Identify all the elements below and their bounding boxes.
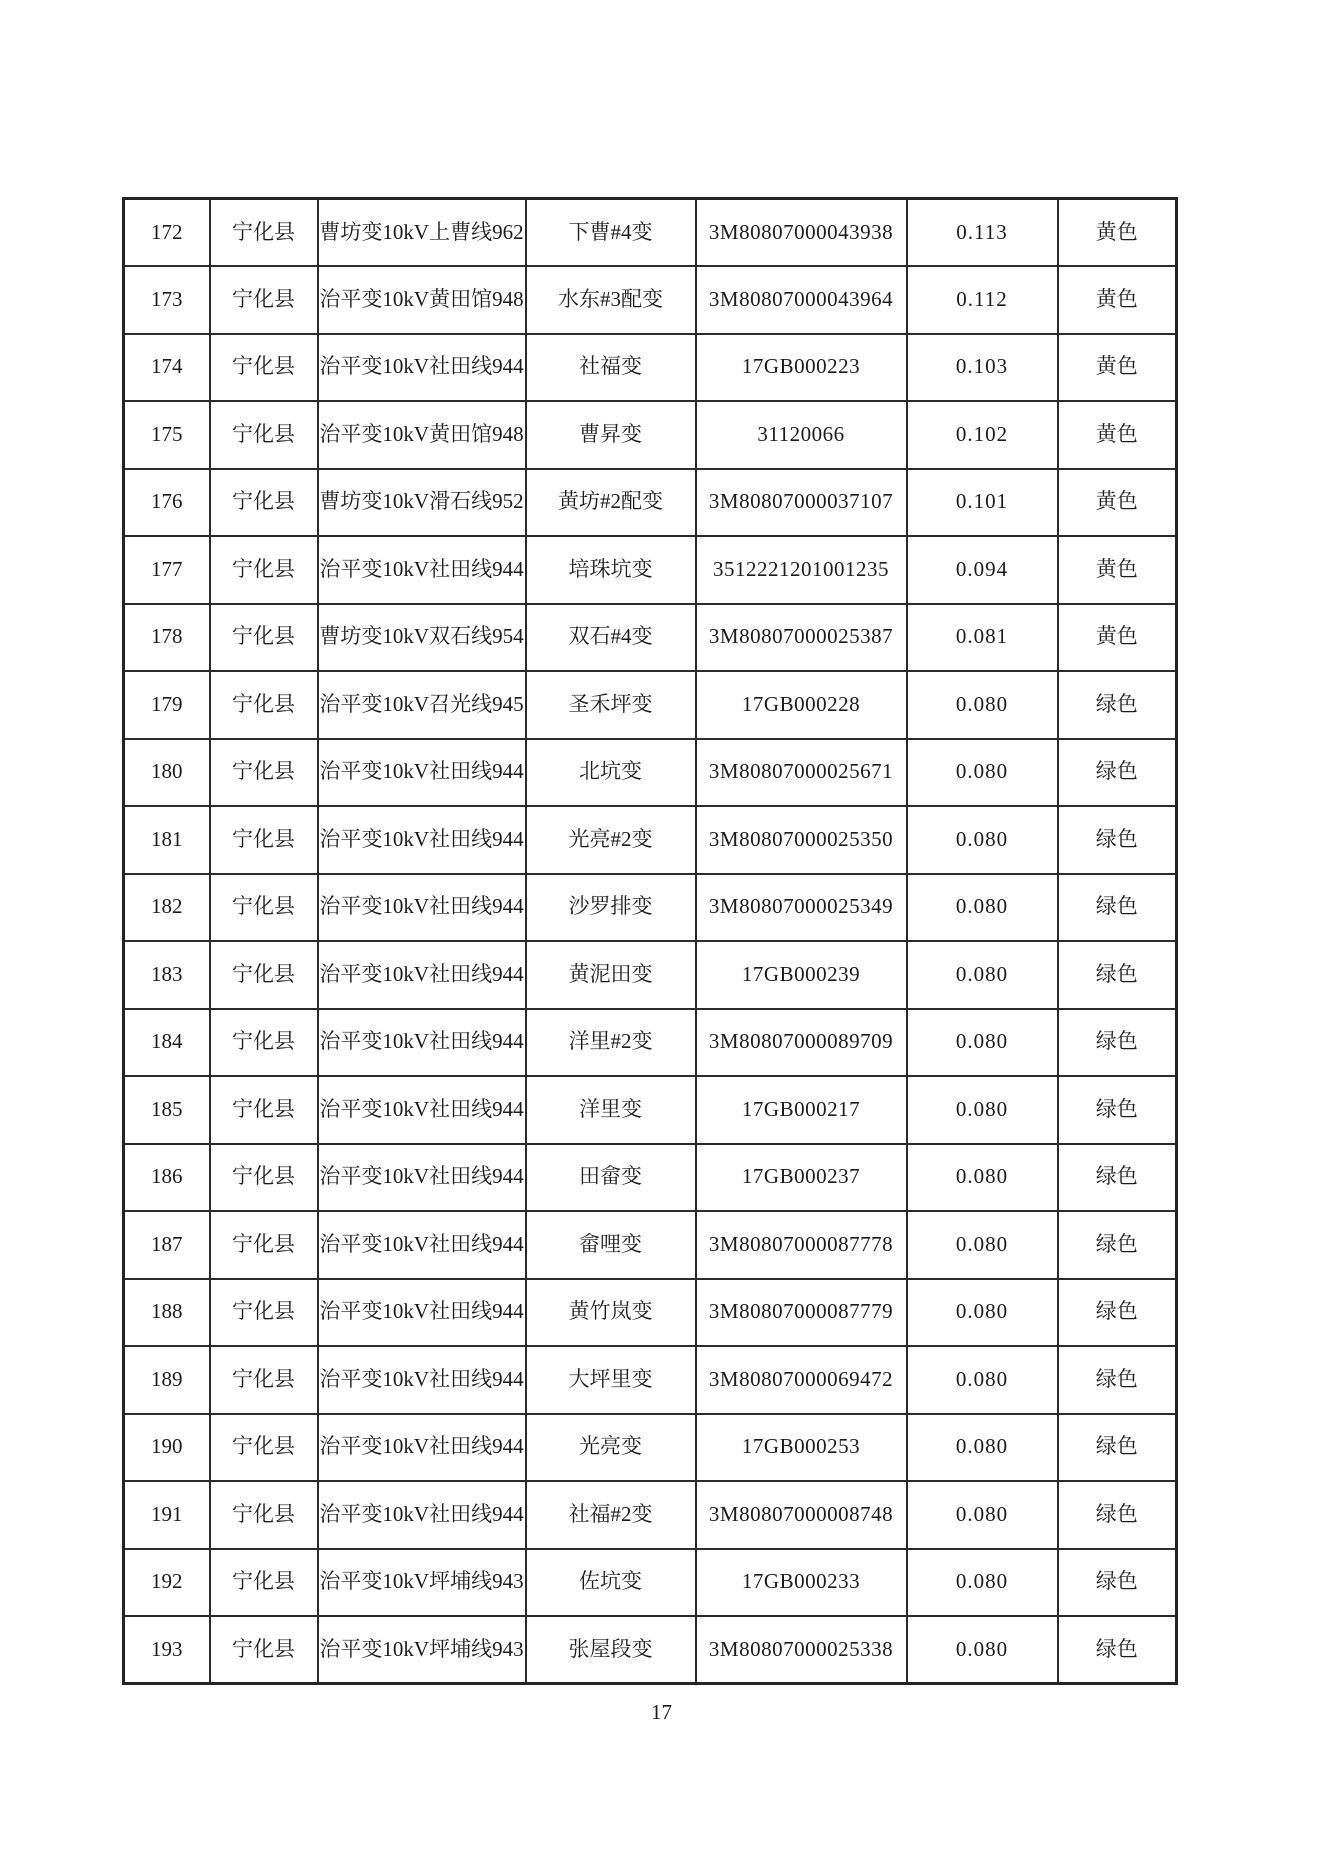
station-code-cell: 17GB000228 xyxy=(696,671,907,739)
station-code-cell: 3M80807000069472 xyxy=(696,1346,907,1414)
table-row xyxy=(124,334,1177,402)
value-cell: 0.080 xyxy=(907,1346,1058,1414)
table-row xyxy=(124,604,1177,672)
color-rating-cell: 黄色 xyxy=(1058,401,1177,469)
county-cell: 宁化县 xyxy=(210,671,318,739)
line-name-cell: 治平变10kV社田线944 xyxy=(318,1414,526,1482)
value-cell: 0.080 xyxy=(907,1076,1058,1144)
row-number-cell: 181 xyxy=(124,806,210,874)
station-name-cell: 洋里#2变 xyxy=(526,1009,696,1077)
row-number-cell: 189 xyxy=(124,1346,210,1414)
value-cell: 0.101 xyxy=(907,469,1058,537)
row-number-cell: 172 xyxy=(124,199,210,267)
station-name-cell: 培珠坑变 xyxy=(526,536,696,604)
line-name-cell: 治平变10kV社田线944 xyxy=(318,739,526,807)
value-cell: 0.080 xyxy=(907,1616,1058,1684)
station-name-cell: 曹昇变 xyxy=(526,401,696,469)
line-name-cell: 治平变10kV社田线944 xyxy=(318,1076,526,1144)
table-row xyxy=(124,1144,1177,1212)
value-cell: 0.081 xyxy=(907,604,1058,672)
station-name-cell: 黄泥田变 xyxy=(526,941,696,1009)
value-cell: 0.080 xyxy=(907,1279,1058,1347)
value-cell: 0.080 xyxy=(907,806,1058,874)
color-rating-cell: 绿色 xyxy=(1058,1346,1177,1414)
station-name-cell: 大坪里变 xyxy=(526,1346,696,1414)
row-number-cell: 191 xyxy=(124,1481,210,1549)
color-rating-cell: 黄色 xyxy=(1058,536,1177,604)
color-rating-cell: 绿色 xyxy=(1058,1616,1177,1684)
table-row xyxy=(124,536,1177,604)
color-rating-cell: 绿色 xyxy=(1058,1211,1177,1279)
value-cell: 0.103 xyxy=(907,334,1058,402)
station-code-cell: 17GB000233 xyxy=(696,1549,907,1617)
color-rating-cell: 绿色 xyxy=(1058,806,1177,874)
county-cell: 宁化县 xyxy=(210,941,318,1009)
station-name-cell: 光亮变 xyxy=(526,1414,696,1482)
county-cell: 宁化县 xyxy=(210,266,318,334)
table-row xyxy=(124,199,1177,267)
county-cell: 宁化县 xyxy=(210,1346,318,1414)
color-rating-cell: 绿色 xyxy=(1058,1076,1177,1144)
table-row xyxy=(124,1211,1177,1279)
county-cell: 宁化县 xyxy=(210,1549,318,1617)
row-number-cell: 176 xyxy=(124,469,210,537)
station-name-cell: 洋里变 xyxy=(526,1076,696,1144)
value-cell: 0.080 xyxy=(907,739,1058,807)
line-name-cell: 治平变10kV黄田馆948 xyxy=(318,266,526,334)
value-cell: 0.080 xyxy=(907,1549,1058,1617)
row-number-cell: 174 xyxy=(124,334,210,402)
county-cell: 宁化县 xyxy=(210,1414,318,1482)
row-number-cell: 186 xyxy=(124,1144,210,1212)
row-number-cell: 190 xyxy=(124,1414,210,1482)
line-name-cell: 治平变10kV社田线944 xyxy=(318,1346,526,1414)
line-name-cell: 治平变10kV社田线944 xyxy=(318,1279,526,1347)
value-cell: 0.102 xyxy=(907,401,1058,469)
table-row xyxy=(124,806,1177,874)
line-name-cell: 曹坊变10kV滑石线952 xyxy=(318,469,526,537)
color-rating-cell: 黄色 xyxy=(1058,469,1177,537)
value-cell: 0.112 xyxy=(907,266,1058,334)
station-name-cell: 黄竹岚变 xyxy=(526,1279,696,1347)
station-name-cell: 畲哩变 xyxy=(526,1211,696,1279)
county-cell: 宁化县 xyxy=(210,1481,318,1549)
station-name-cell: 沙罗排变 xyxy=(526,874,696,942)
table-row xyxy=(124,1616,1177,1684)
station-code-cell: 17GB000223 xyxy=(696,334,907,402)
county-cell: 宁化县 xyxy=(210,401,318,469)
line-name-cell: 治平变10kV召光线945 xyxy=(318,671,526,739)
line-name-cell: 曹坊变10kV上曹线962 xyxy=(318,199,526,267)
station-code-cell: 3M80807000087778 xyxy=(696,1211,907,1279)
line-name-cell: 治平变10kV社田线944 xyxy=(318,874,526,942)
county-cell: 宁化县 xyxy=(210,334,318,402)
county-cell: 宁化县 xyxy=(210,1279,318,1347)
station-name-cell: 佐坑变 xyxy=(526,1549,696,1617)
station-code-cell: 3512221201001235 xyxy=(696,536,907,604)
value-cell: 0.080 xyxy=(907,1144,1058,1212)
row-number-cell: 177 xyxy=(124,536,210,604)
station-code-cell: 17GB000253 xyxy=(696,1414,907,1482)
line-name-cell: 治平变10kV社田线944 xyxy=(318,1211,526,1279)
color-rating-cell: 黄色 xyxy=(1058,604,1177,672)
station-code-cell: 17GB000237 xyxy=(696,1144,907,1212)
table-row xyxy=(124,266,1177,334)
row-number-cell: 183 xyxy=(124,941,210,1009)
station-name-cell: 社福#2变 xyxy=(526,1481,696,1549)
row-number-cell: 185 xyxy=(124,1076,210,1144)
line-name-cell: 治平变10kV坪埔线943 xyxy=(318,1616,526,1684)
station-code-cell: 3M80807000025350 xyxy=(696,806,907,874)
row-number-cell: 184 xyxy=(124,1009,210,1077)
county-cell: 宁化县 xyxy=(210,469,318,537)
line-name-cell: 治平变10kV社田线944 xyxy=(318,536,526,604)
station-code-cell: 17GB000217 xyxy=(696,1076,907,1144)
row-number-cell: 193 xyxy=(124,1616,210,1684)
table-row xyxy=(124,1549,1177,1617)
value-cell: 0.080 xyxy=(907,941,1058,1009)
table-row xyxy=(124,874,1177,942)
color-rating-cell: 绿色 xyxy=(1058,1414,1177,1482)
table-row xyxy=(124,1346,1177,1414)
table-row xyxy=(124,1481,1177,1549)
color-rating-cell: 绿色 xyxy=(1058,941,1177,1009)
station-code-cell: 3M80807000008748 xyxy=(696,1481,907,1549)
line-name-cell: 治平变10kV社田线944 xyxy=(318,806,526,874)
table-row xyxy=(124,469,1177,537)
color-rating-cell: 黄色 xyxy=(1058,199,1177,267)
value-cell: 0.080 xyxy=(907,1211,1058,1279)
row-number-cell: 192 xyxy=(124,1549,210,1617)
color-rating-cell: 黄色 xyxy=(1058,334,1177,402)
color-rating-cell: 绿色 xyxy=(1058,671,1177,739)
county-cell: 宁化县 xyxy=(210,604,318,672)
row-number-cell: 180 xyxy=(124,739,210,807)
color-rating-cell: 绿色 xyxy=(1058,1009,1177,1077)
station-name-cell: 张屋段变 xyxy=(526,1616,696,1684)
station-code-cell: 3M80807000025349 xyxy=(696,874,907,942)
color-rating-cell: 黄色 xyxy=(1058,266,1177,334)
station-name-cell: 光亮#2变 xyxy=(526,806,696,874)
table-row xyxy=(124,1279,1177,1347)
row-number-cell: 178 xyxy=(124,604,210,672)
line-name-cell: 治平变10kV社田线944 xyxy=(318,1144,526,1212)
table-row xyxy=(124,941,1177,1009)
line-name-cell: 治平变10kV社田线944 xyxy=(318,334,526,402)
county-cell: 宁化县 xyxy=(210,1211,318,1279)
table-row xyxy=(124,739,1177,807)
page-number: 17 xyxy=(651,1700,672,1724)
color-rating-cell: 绿色 xyxy=(1058,1481,1177,1549)
station-name-cell: 圣禾坪变 xyxy=(526,671,696,739)
station-code-cell: 17GB000239 xyxy=(696,941,907,1009)
color-rating-cell: 绿色 xyxy=(1058,739,1177,807)
table-row xyxy=(124,401,1177,469)
station-name-cell: 双石#4变 xyxy=(526,604,696,672)
line-name-cell: 治平变10kV黄田馆948 xyxy=(318,401,526,469)
value-cell: 0.113 xyxy=(907,199,1058,267)
county-cell: 宁化县 xyxy=(210,806,318,874)
line-name-cell: 曹坊变10kV双石线954 xyxy=(318,604,526,672)
station-name-cell: 黄坊#2配变 xyxy=(526,469,696,537)
value-cell: 0.094 xyxy=(907,536,1058,604)
station-code-cell: 3M80807000025387 xyxy=(696,604,907,672)
county-cell: 宁化县 xyxy=(210,1616,318,1684)
station-code-cell: 3M80807000025338 xyxy=(696,1616,907,1684)
table-row xyxy=(124,671,1177,739)
value-cell: 0.080 xyxy=(907,1009,1058,1077)
county-cell: 宁化县 xyxy=(210,1076,318,1144)
line-name-cell: 治平变10kV社田线944 xyxy=(318,941,526,1009)
row-number-cell: 175 xyxy=(124,401,210,469)
station-name-cell: 下曹#4变 xyxy=(526,199,696,267)
row-number-cell: 182 xyxy=(124,874,210,942)
row-number-cell: 173 xyxy=(124,266,210,334)
data-table xyxy=(122,197,1178,1685)
county-cell: 宁化县 xyxy=(210,874,318,942)
station-name-cell: 社福变 xyxy=(526,334,696,402)
station-name-cell: 水东#3配变 xyxy=(526,266,696,334)
table-row xyxy=(124,1414,1177,1482)
station-name-cell: 北坑变 xyxy=(526,739,696,807)
color-rating-cell: 绿色 xyxy=(1058,1279,1177,1347)
county-cell: 宁化县 xyxy=(210,536,318,604)
station-code-cell: 3M80807000089709 xyxy=(696,1009,907,1077)
county-cell: 宁化县 xyxy=(210,199,318,267)
color-rating-cell: 绿色 xyxy=(1058,1144,1177,1212)
station-code-cell: 3M80807000025671 xyxy=(696,739,907,807)
county-cell: 宁化县 xyxy=(210,739,318,807)
line-name-cell: 治平变10kV坪埔线943 xyxy=(318,1549,526,1617)
row-number-cell: 188 xyxy=(124,1279,210,1347)
station-code-cell: 3M80807000043964 xyxy=(696,266,907,334)
county-cell: 宁化县 xyxy=(210,1009,318,1077)
county-cell: 宁化县 xyxy=(210,1144,318,1212)
station-code-cell: 31120066 xyxy=(696,401,907,469)
value-cell: 0.080 xyxy=(907,874,1058,942)
station-code-cell: 3M80807000043938 xyxy=(696,199,907,267)
value-cell: 0.080 xyxy=(907,1414,1058,1482)
station-code-cell: 3M80807000087779 xyxy=(696,1279,907,1347)
table-row xyxy=(124,1076,1177,1144)
table-row xyxy=(124,1009,1177,1077)
line-name-cell: 治平变10kV社田线944 xyxy=(318,1009,526,1077)
line-name-cell: 治平变10kV社田线944 xyxy=(318,1481,526,1549)
row-number-cell: 179 xyxy=(124,671,210,739)
color-rating-cell: 绿色 xyxy=(1058,874,1177,942)
color-rating-cell: 绿色 xyxy=(1058,1549,1177,1617)
station-name-cell: 田畲变 xyxy=(526,1144,696,1212)
station-code-cell: 3M80807000037107 xyxy=(696,469,907,537)
row-number-cell: 187 xyxy=(124,1211,210,1279)
value-cell: 0.080 xyxy=(907,1481,1058,1549)
value-cell: 0.080 xyxy=(907,671,1058,739)
